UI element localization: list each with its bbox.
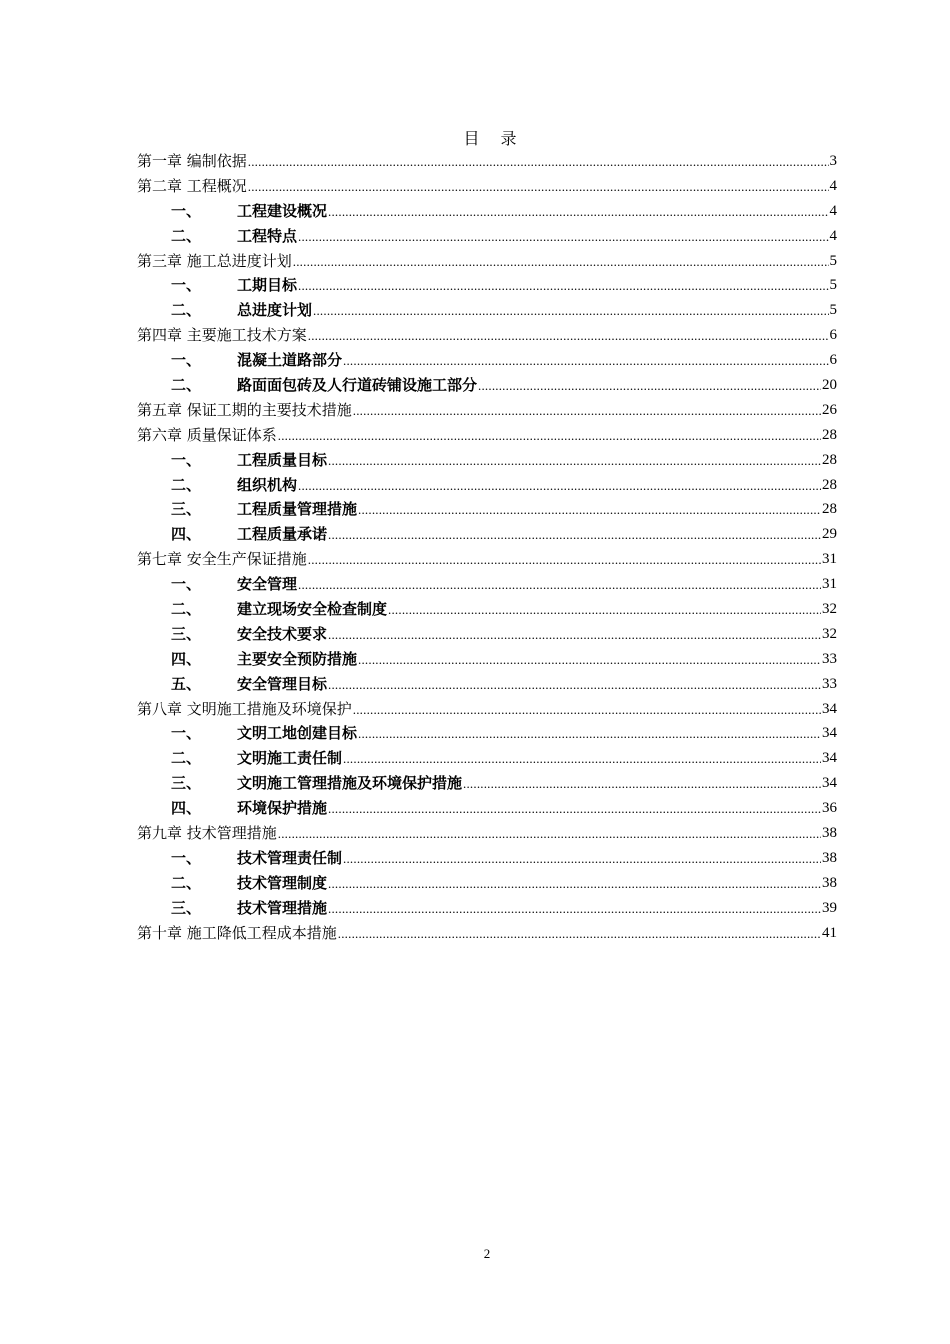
- toc-section-number: 一、: [171, 575, 202, 594]
- toc-entry-title: 文明施工责任制: [237, 749, 343, 768]
- toc-chapter-entry[interactable]: [137, 921, 837, 946]
- toc-section-entry[interactable]: [137, 522, 837, 547]
- toc-page-number: 34: [822, 750, 837, 767]
- toc-dot-leader: [328, 449, 821, 474]
- toc-entry-title: 工期目标: [237, 276, 298, 295]
- toc-entry-title: 主要安全预防措施: [237, 649, 358, 668]
- toc-section-number: 五、: [171, 674, 202, 693]
- toc-section-number: 一、: [171, 848, 202, 867]
- toc-page-number: 39: [822, 899, 837, 916]
- toc-section-entry[interactable]: [137, 348, 837, 373]
- toc-entry-title: 总进度计划: [237, 301, 313, 320]
- toc-section-entry[interactable]: [137, 572, 837, 597]
- toc-dot-leader: [328, 673, 821, 698]
- toc-page-number: 5: [829, 252, 837, 269]
- toc-chapter-entry[interactable]: [137, 423, 837, 448]
- toc-page-number: 34: [822, 725, 837, 742]
- toc-page-number: 41: [822, 924, 837, 941]
- table-of-contents: [137, 149, 837, 946]
- toc-entry-title: 第一章 编制依据: [137, 152, 247, 170]
- toc-section-number: 二、: [171, 475, 202, 494]
- toc-entry-title: 第九章 技术管理措施: [137, 824, 277, 843]
- toc-dot-leader: [328, 797, 821, 822]
- toc-section-number: 二、: [171, 600, 202, 619]
- toc-page-number: 4: [829, 227, 837, 244]
- toc-dot-leader: [358, 722, 821, 747]
- toc-section-entry[interactable]: [137, 497, 837, 522]
- toc-entry-title: 建立现场安全检查制度: [237, 600, 388, 619]
- toc-entry-title: 第七章 安全生产保证措施: [137, 550, 307, 569]
- toc-section-entry[interactable]: [137, 298, 837, 323]
- toc-section-number: 二、: [171, 873, 202, 892]
- toc-page-number: 28: [822, 426, 837, 443]
- toc-chapter-entry[interactable]: [137, 547, 837, 572]
- toc-dot-leader: [353, 698, 821, 723]
- toc-section-number: 三、: [171, 898, 202, 917]
- toc-dot-leader: [343, 847, 821, 872]
- toc-entry-title: 工程质量目标: [237, 450, 328, 469]
- toc-dot-leader: [308, 548, 821, 573]
- toc-entry-title: 混凝土道路部分: [237, 351, 343, 370]
- toc-section-entry[interactable]: [137, 597, 837, 622]
- toc-dot-leader: [343, 747, 821, 772]
- toc-entry-title: 安全技术要求: [237, 624, 328, 643]
- toc-page-number: 34: [822, 700, 837, 717]
- toc-dot-leader: [298, 573, 821, 598]
- toc-dot-leader: [328, 523, 821, 548]
- toc-section-entry[interactable]: [137, 473, 837, 498]
- toc-dot-leader: [328, 872, 821, 897]
- toc-dot-leader: [328, 200, 828, 225]
- toc-section-number: 一、: [171, 351, 202, 370]
- toc-section-number: 四、: [171, 799, 202, 818]
- toc-dot-leader: [478, 374, 821, 399]
- toc-chapter-entry[interactable]: [137, 249, 837, 274]
- toc-section-entry[interactable]: [137, 796, 837, 821]
- toc-page-number: 34: [822, 775, 837, 792]
- toc-entry-title: 工程建设概况: [237, 201, 328, 220]
- toc-section-entry[interactable]: [137, 846, 837, 871]
- toc-page-number: 20: [822, 377, 837, 394]
- toc-section-number: 一、: [171, 724, 202, 743]
- toc-section-entry[interactable]: [137, 224, 837, 249]
- toc-section-number: 三、: [171, 774, 202, 793]
- toc-dot-leader: [298, 274, 828, 299]
- toc-chapter-entry[interactable]: [137, 174, 837, 199]
- toc-page-number: 5: [829, 277, 837, 294]
- toc-entry-title: 第二章 工程概况: [137, 176, 247, 195]
- toc-page-number: 38: [822, 825, 837, 842]
- toc-chapter-entry[interactable]: [137, 323, 837, 348]
- toc-page-number: 28: [822, 451, 837, 468]
- toc-page-number: 28: [822, 501, 837, 518]
- toc-section-number: 四、: [171, 525, 202, 544]
- toc-entry-title: 第八章 文明施工措施及环境保护: [137, 699, 352, 718]
- toc-entry-title: 第四章 主要施工技术方案: [137, 326, 307, 345]
- toc-dot-leader: [248, 175, 829, 200]
- toc-dot-leader: [358, 498, 821, 523]
- toc-entry-title: 文明工地创建目标: [237, 724, 358, 743]
- toc-section-number: 一、: [171, 201, 202, 220]
- toc-page-number: 26: [822, 401, 837, 418]
- toc-dot-leader: [353, 399, 821, 424]
- toc-chapter-entry[interactable]: [137, 398, 837, 423]
- toc-page-number: 31: [822, 576, 837, 593]
- toc-page-number: 4: [829, 202, 837, 219]
- footer-page-number: 2: [483, 1246, 491, 1261]
- toc-entry-title: 技术管理制度: [237, 873, 328, 892]
- toc-section-entry[interactable]: [137, 273, 837, 298]
- toc-dot-leader: [328, 623, 821, 648]
- toc-entry-title: 环境保护措施: [237, 799, 328, 818]
- toc-entry-title: 安全管理目标: [237, 674, 328, 693]
- toc-dot-leader: [313, 299, 828, 324]
- toc-section-entry[interactable]: [137, 373, 837, 398]
- toc-page-number: 3: [829, 153, 837, 169]
- toc-dot-leader: [358, 648, 821, 673]
- toc-section-number: 四、: [171, 649, 202, 668]
- toc-section-entry[interactable]: [137, 896, 837, 921]
- toc-section-entry[interactable]: [137, 647, 837, 672]
- toc-dot-leader: [388, 598, 821, 623]
- toc-entry-title: 第三章 施工总进度计划: [137, 251, 292, 270]
- toc-page-number: 6: [829, 352, 837, 369]
- toc-chapter-entry[interactable]: [137, 821, 837, 846]
- toc-section-number: 三、: [171, 624, 202, 643]
- toc-entry-title: 文明施工管理措施及环境保护措施: [237, 774, 463, 793]
- toc-dot-leader: [278, 822, 821, 847]
- toc-page-number: 5: [829, 302, 837, 319]
- toc-entry-title: 工程质量管理措施: [237, 500, 358, 519]
- toc-entry-title: 路面面包砖及人行道砖铺设施工部分: [237, 376, 478, 395]
- toc-section-number: 二、: [171, 301, 202, 320]
- toc-dot-leader: [293, 250, 829, 275]
- toc-section-number: 二、: [171, 749, 202, 768]
- toc-section-entry[interactable]: [137, 622, 837, 647]
- toc-entry-title: 第十章 施工降低工程成本措施: [137, 923, 337, 942]
- toc-section-number: 一、: [171, 276, 202, 295]
- toc-entry-title: 工程质量承诺: [237, 525, 328, 544]
- toc-section-entry[interactable]: [137, 746, 837, 771]
- toc-page-number: 33: [822, 675, 837, 692]
- toc-entry-title: 第五章 保证工期的主要技术措施: [137, 400, 352, 419]
- toc-dot-leader: [343, 349, 828, 374]
- toc-section-entry[interactable]: [137, 448, 837, 473]
- toc-entry-title: 技术管理措施: [237, 898, 328, 917]
- toc-chapter-entry[interactable]: [137, 149, 837, 174]
- toc-dot-leader: [298, 474, 821, 499]
- toc-page-number: 32: [822, 601, 837, 618]
- toc-section-entry[interactable]: [137, 199, 837, 224]
- toc-dot-leader: [308, 324, 829, 349]
- toc-section-number: 二、: [171, 376, 202, 395]
- toc-dot-leader: [298, 225, 828, 250]
- toc-entry-title: 组织机构: [237, 475, 298, 494]
- toc-section-number: 一、: [171, 450, 202, 469]
- toc-page-number: 28: [822, 476, 837, 493]
- toc-chapter-entry[interactable]: [137, 697, 837, 722]
- toc-page-number: 29: [822, 526, 837, 543]
- toc-page-number: 4: [829, 177, 837, 194]
- toc-dot-leader: [248, 150, 829, 175]
- toc-title: 目 录: [463, 129, 525, 148]
- toc-section-entry[interactable]: [137, 721, 837, 746]
- toc-entry-title: 第六章 质量保证体系: [137, 425, 277, 444]
- toc-page-number: 38: [822, 874, 837, 891]
- toc-entry-title: 技术管理责任制: [237, 848, 343, 867]
- toc-section-number: 三、: [171, 500, 202, 519]
- toc-entry-title: 工程特点: [237, 226, 298, 245]
- toc-section-number: 二、: [171, 226, 202, 245]
- toc-section-entry[interactable]: [137, 871, 837, 896]
- toc-page-number: 32: [822, 625, 837, 642]
- toc-page-number: 31: [822, 551, 837, 568]
- toc-page-number: 6: [829, 327, 837, 344]
- toc-page-number: 33: [822, 650, 837, 667]
- toc-dot-leader: [328, 897, 821, 922]
- toc-dot-leader: [338, 922, 821, 947]
- toc-dot-leader: [463, 772, 821, 797]
- toc-dot-leader: [278, 424, 821, 449]
- toc-page-number: 36: [822, 800, 837, 817]
- toc-section-entry[interactable]: [137, 771, 837, 796]
- toc-section-entry[interactable]: [137, 672, 837, 697]
- toc-page-number: 38: [822, 849, 837, 866]
- toc-entry-title: 安全管理: [237, 575, 298, 594]
